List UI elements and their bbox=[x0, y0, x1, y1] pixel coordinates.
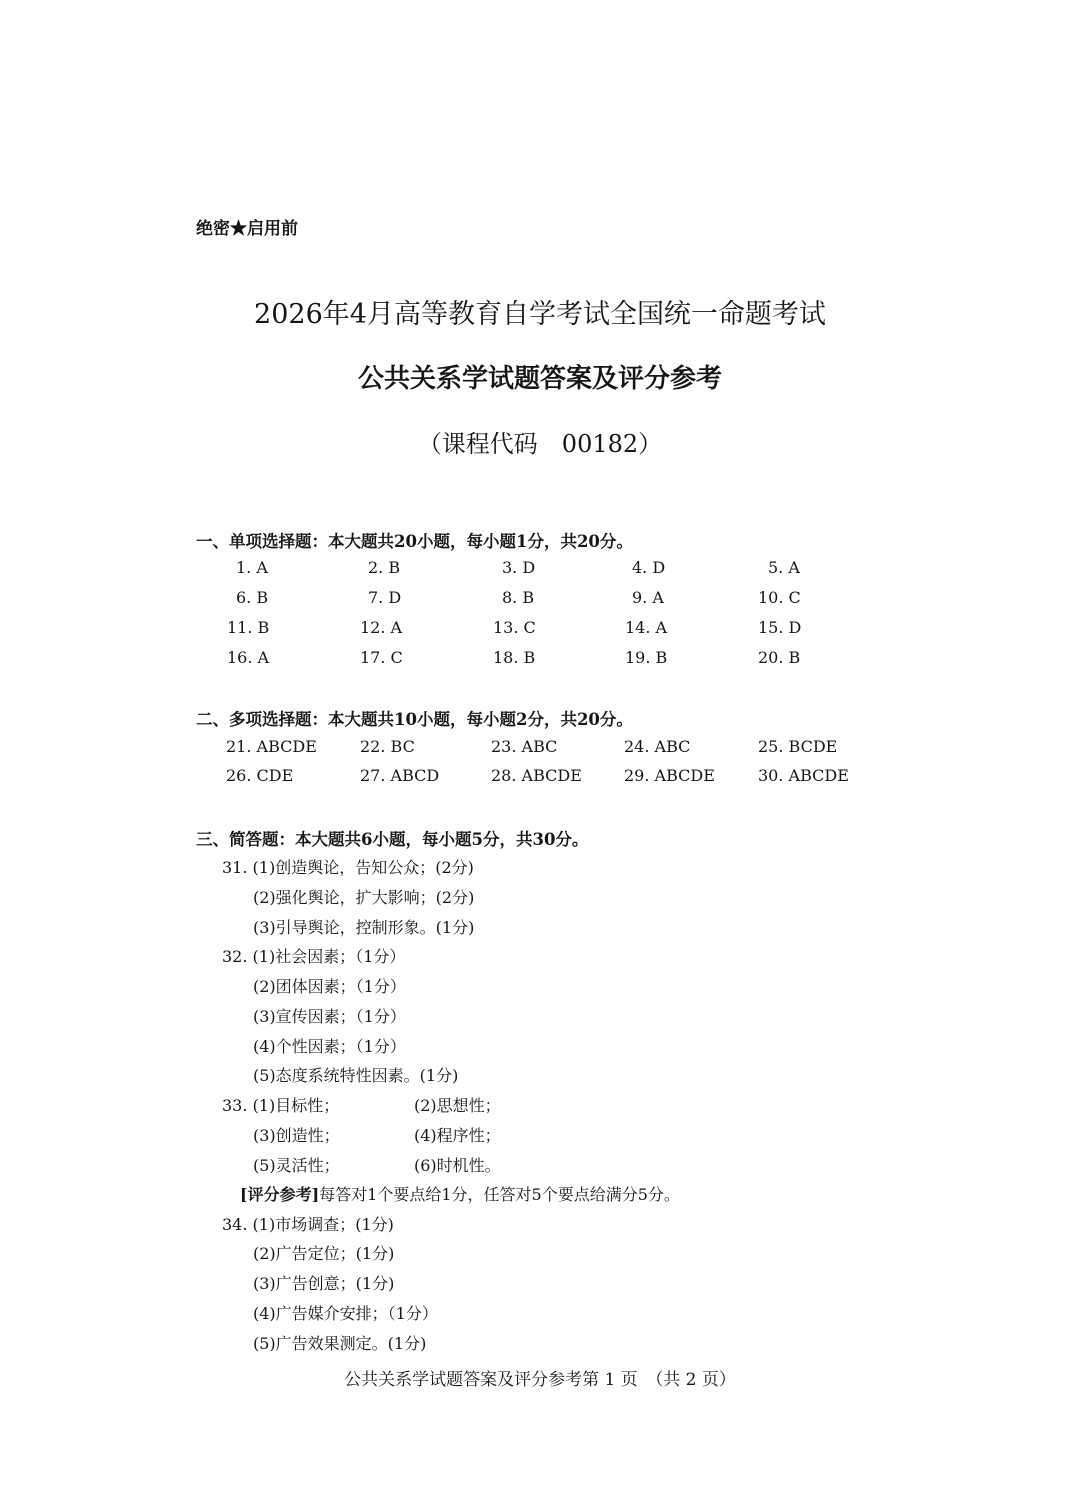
q33-item: (6)时机性。 bbox=[414, 1156, 501, 1175]
answer-item: 30. ABCDE bbox=[758, 766, 849, 785]
answer-item: 5. A bbox=[768, 558, 800, 577]
q32-line: 32. (1)社会因素；（1分） bbox=[222, 947, 406, 966]
answer-item: 1. A bbox=[236, 558, 268, 577]
q32-line: (5)态度系统特性因素。(1分) bbox=[253, 1066, 459, 1085]
q34-line: (3)广告创意；(1分) bbox=[253, 1274, 395, 1293]
section3-heading: 三、简答题：本大题共6小题，每小题5分，共30分。 bbox=[196, 830, 589, 849]
answer-row bbox=[0, 558, 1080, 582]
course-code: （课程代码 00182） bbox=[417, 430, 663, 458]
answer-item: 28. ABCDE bbox=[491, 766, 582, 785]
answer-item: 18. B bbox=[493, 648, 536, 667]
q31-line: (3)引导舆论，控制形象。(1分) bbox=[253, 918, 475, 937]
q31-line: (2)强化舆论，扩大影响；(2分) bbox=[253, 888, 475, 907]
answer-item: 12. A bbox=[360, 618, 403, 637]
answer-item: 29. ABCDE bbox=[624, 766, 715, 785]
answer-item: 6. B bbox=[236, 588, 269, 607]
section1-heading: 一、单项选择题：本大题共20小题，每小题1分，共20分。 bbox=[196, 532, 633, 551]
q34-line: (4)广告媒介安排；（1分） bbox=[253, 1304, 438, 1323]
answer-item: 19. B bbox=[625, 648, 668, 667]
q32-line: (2)团体因素；（1分） bbox=[253, 977, 406, 996]
answer-item: 8. B bbox=[502, 588, 535, 607]
section2-heading: 二、多项选择题：本大题共10小题，每小题2分，共20分。 bbox=[196, 710, 633, 729]
answer-item: 20. B bbox=[758, 648, 801, 667]
q34-line: (5)广告效果测定。(1分) bbox=[253, 1334, 427, 1353]
exam-title: 2026年4月高等教育自学考试全国统一命题考试 bbox=[254, 299, 826, 330]
answer-item: 24. ABC bbox=[624, 737, 691, 756]
page-footer: 公共关系学试题答案及评分参考第 1 页 （共 2 页） bbox=[344, 1370, 736, 1390]
answer-row bbox=[0, 588, 1080, 612]
answer-item: 11. B bbox=[227, 618, 270, 637]
answer-row bbox=[0, 618, 1080, 642]
answer-row bbox=[0, 648, 1080, 672]
q33-item: 33. (1)目标性； bbox=[222, 1096, 340, 1115]
answer-item: 9. A bbox=[632, 588, 664, 607]
answer-row bbox=[0, 766, 1080, 790]
q33-item: (2)思想性； bbox=[414, 1096, 501, 1115]
q31-line: 31. (1)创造舆论，告知公众；(2分) bbox=[222, 858, 474, 877]
q33-item: (3)创造性； bbox=[253, 1126, 340, 1145]
q34-line: 34. (1)市场调查；(1分) bbox=[222, 1215, 394, 1234]
scoring-text: 每答对1个要点给1分，任答对5个要点给满分5分。 bbox=[319, 1185, 680, 1204]
answer-item: 22. BC bbox=[360, 737, 415, 756]
answer-item: 2. B bbox=[368, 558, 401, 577]
document-title: 公共关系学试题答案及评分参考 bbox=[357, 364, 722, 394]
answer-item: 23. ABC bbox=[491, 737, 558, 756]
answer-item: 21. ABCDE bbox=[226, 737, 317, 756]
answer-item: 10. C bbox=[758, 588, 801, 607]
answer-item: 13. C bbox=[493, 618, 536, 637]
answer-item: 25. BCDE bbox=[758, 737, 838, 756]
q33-item: (4)程序性； bbox=[414, 1126, 501, 1145]
answer-item: 15. D bbox=[758, 618, 802, 637]
q32-line: (3)宣传因素；（1分） bbox=[253, 1007, 406, 1026]
answer-item: 26. CDE bbox=[226, 766, 294, 785]
q33-scoring-note bbox=[240, 1182, 680, 1205]
q33-item: (5)灵活性； bbox=[253, 1156, 340, 1175]
answer-item: 14. A bbox=[625, 618, 668, 637]
q32-line: (4)个性因素；（1分） bbox=[253, 1037, 406, 1056]
answer-row bbox=[0, 737, 1080, 761]
confidential-mark: 绝密★启用前 bbox=[196, 219, 298, 239]
answer-item: 7. D bbox=[368, 588, 402, 607]
answer-item: 16. A bbox=[227, 648, 270, 667]
answer-item: 27. ABCD bbox=[360, 766, 440, 785]
scoring-label: [评分参考] bbox=[240, 1185, 320, 1204]
answer-item: 3. D bbox=[502, 558, 536, 577]
q34-line: (2)广告定位；(1分) bbox=[253, 1244, 395, 1263]
answer-item: 4. D bbox=[632, 558, 666, 577]
answer-item: 17. C bbox=[360, 648, 403, 667]
